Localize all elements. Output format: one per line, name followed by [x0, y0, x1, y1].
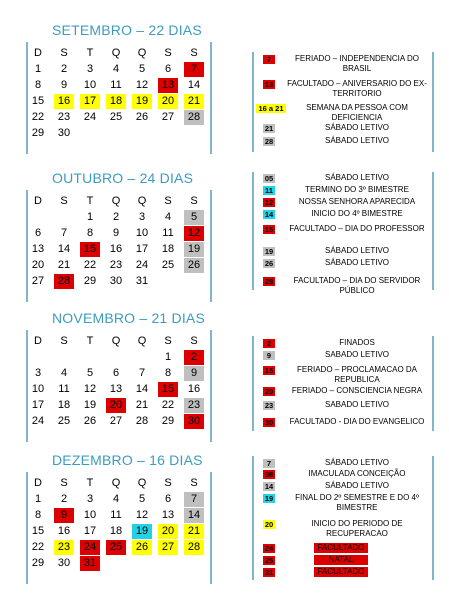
legend-day: 13 — [264, 80, 274, 89]
legend-left-bar — [252, 336, 254, 431]
day-cell: 21 — [57, 259, 71, 271]
day-cell: 1 — [34, 493, 42, 505]
legend-day: 30 — [264, 418, 274, 427]
day-cell: 31 — [135, 275, 149, 287]
day-cell: 9 — [54, 508, 74, 523]
day-cell: 21 — [184, 524, 204, 539]
day-cell: 26 — [83, 415, 97, 427]
day-cell: 7 — [138, 367, 146, 379]
day-cell: 8 — [34, 79, 42, 91]
day-cell: 20 — [158, 524, 178, 539]
day-cell: 14 — [57, 243, 71, 255]
day-cell: 7 — [60, 227, 68, 239]
day-cell: 7 — [184, 492, 204, 507]
legend-note: SÁBADO LETIVO — [324, 481, 390, 490]
day-cell: 7 — [184, 62, 204, 77]
legend-note: FINADOS — [339, 338, 375, 347]
day-cell: 16 — [187, 383, 201, 395]
day-cell: 21 — [184, 94, 204, 109]
day-cell: 17 — [80, 94, 100, 109]
legend-left-bar — [252, 52, 254, 152]
legend-left-bar — [252, 172, 254, 290]
day-cell: 26 — [184, 258, 204, 273]
day-cell: 30 — [57, 127, 71, 139]
day-cell: 3 — [34, 367, 42, 379]
day-cell: 13 — [158, 78, 178, 93]
day-cell: 13 — [31, 243, 45, 255]
day-cell: 23 — [184, 398, 204, 413]
day-cell: 4 — [112, 493, 120, 505]
day-cell: 18 — [106, 94, 126, 109]
day-cell: 23 — [54, 540, 74, 555]
weekday-label: T — [86, 335, 94, 347]
day-cell: 2 — [184, 350, 204, 365]
legend-day: 21 — [264, 124, 274, 133]
day-cell: 29 — [31, 127, 45, 139]
legend-note: SÁBADO LETIVO — [324, 258, 390, 267]
legend-right-bar — [432, 456, 434, 580]
legend-note: NATAL — [314, 555, 368, 565]
day-cell: 27 — [109, 415, 123, 427]
day-cell: 8 — [34, 509, 42, 521]
legend-note: NOSSA SENHORA APARECIDA — [298, 197, 416, 206]
legend-note: TERMINO DO 3º BIMESTRE — [305, 185, 409, 194]
legend-note: FERIADO – PROCLAMACAO DA REPUBLICA — [296, 365, 418, 384]
day-cell: 2 — [112, 211, 120, 223]
weekday-label: S — [60, 47, 68, 59]
weekday-label: D — [34, 335, 42, 347]
day-cell: 25 — [109, 111, 123, 123]
legend-note: INICIO DO 4º BIMESTRE — [311, 209, 403, 218]
day-cell: 22 — [83, 259, 97, 271]
day-cell: 25 — [161, 259, 175, 271]
month-title: DEZEMBRO – 16 DIAS — [52, 452, 203, 468]
weekday-label: Q — [137, 47, 147, 59]
legend-day: 9 — [263, 351, 275, 360]
legend-right-bar — [432, 172, 434, 290]
day-cell: 15 — [31, 525, 45, 537]
legend-day: 7 — [263, 55, 275, 64]
day-cell: 23 — [57, 111, 71, 123]
day-cell: 27 — [161, 111, 175, 123]
day-cell: 2 — [60, 493, 68, 505]
day-cell: 10 — [135, 227, 149, 239]
day-cell: 26 — [135, 111, 149, 123]
day-cell: 16 — [54, 94, 74, 109]
weekday-label: D — [34, 195, 42, 207]
day-cell: 4 — [164, 211, 172, 223]
legend-day: 14 — [264, 482, 274, 491]
day-cell: 24 — [135, 259, 149, 271]
legend-note: FACULTADO – DIA DO PROFESSOR — [289, 224, 425, 233]
calendar-right-bar — [210, 472, 212, 584]
weekday-label: S — [60, 335, 68, 347]
day-cell: 19 — [83, 399, 97, 411]
day-cell: 28 — [184, 110, 204, 125]
day-cell: 11 — [58, 383, 70, 395]
weekday-label: S — [190, 195, 198, 207]
day-cell: 10 — [83, 79, 97, 91]
weekday-label: T — [86, 47, 94, 59]
legend-note: SÁBADO LETIVO — [324, 123, 390, 132]
calendar-right-bar — [210, 42, 212, 154]
weekday-label: Q — [137, 477, 147, 489]
legend-note: SABADO LETIVO — [324, 400, 390, 409]
day-cell: 19 — [184, 242, 204, 257]
weekday-label: D — [34, 477, 42, 489]
month-title: OUTUBRO – 24 DIAS — [52, 170, 194, 186]
day-cell: 12 — [135, 509, 149, 521]
legend-day: 11 — [263, 186, 275, 195]
day-cell: 20 — [158, 94, 178, 109]
day-cell: 22 — [161, 399, 175, 411]
day-cell: 5 — [138, 63, 146, 75]
day-cell: 9 — [60, 79, 68, 91]
legend-note: FINAL DO 2º SEMESTRE E DO 4º BIMESTRE — [295, 493, 419, 512]
day-cell: 31 — [80, 556, 100, 571]
legend-note: SABADO LETIVO — [324, 350, 390, 359]
day-cell: 24 — [31, 415, 45, 427]
weekday-label: S — [190, 477, 198, 489]
day-cell: 2 — [60, 63, 68, 75]
day-cell: 19 — [132, 524, 152, 539]
day-cell: 22 — [31, 541, 45, 553]
legend-day: 28 — [264, 277, 274, 286]
day-cell: 20 — [31, 259, 45, 271]
legend-day: 24 — [264, 544, 274, 553]
day-cell: 3 — [86, 63, 94, 75]
day-cell: 4 — [60, 367, 68, 379]
day-cell: 16 — [109, 243, 123, 255]
weekday-label: Q — [111, 477, 121, 489]
legend-day: 16 a 21 — [256, 104, 286, 113]
day-cell: 30 — [57, 557, 71, 569]
weekday-label: Q — [137, 335, 147, 347]
day-cell: 9 — [112, 227, 120, 239]
legend-note: FACULTADO — [314, 567, 368, 577]
legend-day: 28 — [264, 137, 274, 146]
day-cell: 8 — [164, 367, 172, 379]
day-cell: 25 — [106, 540, 126, 555]
day-cell: 9 — [184, 366, 204, 381]
legend-day: 14 — [264, 210, 274, 219]
day-cell: 13 — [109, 383, 123, 395]
legend-note: FACULTADO — [314, 543, 368, 553]
weekday-label: S — [190, 47, 198, 59]
legend-day: 12 — [264, 198, 274, 207]
day-cell: 17 — [31, 399, 45, 411]
weekday-label: Q — [111, 47, 121, 59]
day-cell: 8 — [86, 227, 94, 239]
day-cell: 18 — [161, 243, 175, 255]
day-cell: 24 — [83, 111, 97, 123]
day-cell: 15 — [31, 95, 45, 107]
day-cell: 12 — [184, 226, 204, 241]
day-cell: 25 — [57, 415, 71, 427]
day-cell: 6 — [164, 493, 172, 505]
day-cell: 20 — [106, 398, 126, 413]
legend-note: FACULTADO – ANIVERSARIO DO EX-TERRITORIO — [287, 79, 427, 98]
day-cell: 18 — [109, 525, 123, 537]
weekday-label: S — [190, 335, 198, 347]
legend-day: 2 — [263, 339, 275, 348]
legend-day: 19 — [264, 247, 274, 256]
legend-note: IMACULADA CONCEIÇÃO — [308, 469, 406, 478]
legend-note: SÁBADO LETIVO — [324, 136, 390, 145]
weekday-label: D — [34, 47, 42, 59]
day-cell: 27 — [158, 540, 178, 555]
legend-day: 08 — [264, 470, 274, 479]
day-cell: 28 — [135, 415, 149, 427]
day-cell: 4 — [112, 63, 120, 75]
day-cell: 17 — [83, 525, 97, 537]
day-cell: 23 — [109, 259, 123, 271]
calendar-right-bar — [210, 190, 212, 302]
day-cell: 22 — [31, 111, 45, 123]
day-cell: 15 — [80, 242, 100, 257]
day-cell: 28 — [54, 274, 74, 289]
day-cell: 13 — [161, 509, 175, 521]
day-cell: 10 — [31, 383, 45, 395]
day-cell: 15 — [158, 382, 178, 397]
weekday-label: S — [164, 195, 172, 207]
legend-note: SÁBADO LETIVO — [324, 246, 390, 255]
weekday-label: S — [164, 477, 172, 489]
day-cell: 1 — [86, 211, 94, 223]
legend-day: 20 — [264, 520, 274, 529]
legend-day: 31 — [264, 568, 274, 577]
legend-day: 20 — [264, 387, 274, 396]
day-cell: 30 — [184, 414, 204, 429]
day-cell: 6 — [112, 367, 120, 379]
day-cell: 29 — [161, 415, 175, 427]
legend-note: SÁBADO LETIVO — [324, 458, 390, 467]
legend-day: 05 — [264, 174, 274, 183]
day-cell: 1 — [164, 351, 172, 363]
day-cell: 14 — [187, 79, 201, 91]
legend-note: INICIO DO PERIODO DE RECUPERACAO — [311, 519, 403, 538]
legend-day: 15 — [264, 366, 274, 375]
day-cell: 6 — [34, 227, 42, 239]
day-cell: 12 — [83, 383, 97, 395]
weekday-label: Q — [137, 195, 147, 207]
day-cell: 10 — [83, 509, 97, 521]
month-title: NOVEMBRO – 21 DIAS — [52, 310, 205, 326]
legend-note: FERIADO – CONSCIENCIA NEGRA — [291, 386, 423, 395]
day-cell: 5 — [184, 210, 204, 225]
day-cell: 14 — [184, 508, 204, 523]
day-cell: 11 — [110, 509, 122, 521]
day-cell: 1 — [34, 63, 42, 75]
day-cell: 6 — [164, 63, 172, 75]
day-cell: 29 — [83, 275, 97, 287]
day-cell: 18 — [57, 399, 71, 411]
legend-note: SEMANA DA PESSOA COM DEFICIENCIA — [306, 103, 408, 122]
day-cell: 17 — [135, 243, 149, 255]
weekday-label: Q — [111, 335, 121, 347]
day-cell: 19 — [132, 94, 152, 109]
day-cell: 11 — [162, 227, 174, 239]
month-title: SETEMBRO – 22 DIAS — [52, 22, 202, 38]
day-cell: 28 — [184, 540, 204, 555]
day-cell: 3 — [138, 211, 146, 223]
day-cell: 27 — [31, 275, 45, 287]
weekday-label: S — [164, 335, 172, 347]
legend-day: 7 — [263, 459, 275, 468]
weekday-label: S — [60, 477, 68, 489]
weekday-label: S — [164, 47, 172, 59]
weekday-label: T — [86, 477, 94, 489]
day-cell: 11 — [110, 79, 122, 91]
weekday-label: T — [86, 195, 94, 207]
legend-day: 26 — [264, 259, 274, 268]
legend-day: 25 — [264, 556, 274, 565]
weekday-label: S — [60, 195, 68, 207]
day-cell: 30 — [109, 275, 123, 287]
legend-day: 15 — [264, 225, 274, 234]
day-cell: 14 — [135, 383, 149, 395]
day-cell: 21 — [135, 399, 149, 411]
legend-note: FACULTADO - DIA DO EVANGELICO — [289, 417, 425, 426]
legend-note: SÁBADO LETIVO — [324, 173, 390, 182]
day-cell: 12 — [135, 79, 149, 91]
day-cell: 24 — [80, 540, 100, 555]
day-cell: 3 — [86, 493, 94, 505]
legend-day: 23 — [264, 401, 274, 410]
day-cell: 29 — [31, 557, 45, 569]
day-cell: 5 — [86, 367, 94, 379]
day-cell: 16 — [57, 525, 71, 537]
day-cell: 26 — [132, 540, 152, 555]
legend-note: FERIADO – INDEPENDENCIA DO BRASIL — [294, 54, 420, 73]
legend-left-bar — [252, 456, 254, 580]
legend-right-bar — [432, 336, 434, 431]
legend-note: FACULTADO – DIA DO SERVIDOR PÚBLICO — [293, 276, 421, 295]
day-cell: 5 — [138, 493, 146, 505]
legend-right-bar — [432, 52, 434, 152]
legend-day: 19 — [264, 494, 274, 503]
calendar-right-bar — [210, 330, 212, 442]
weekday-label: Q — [111, 195, 121, 207]
